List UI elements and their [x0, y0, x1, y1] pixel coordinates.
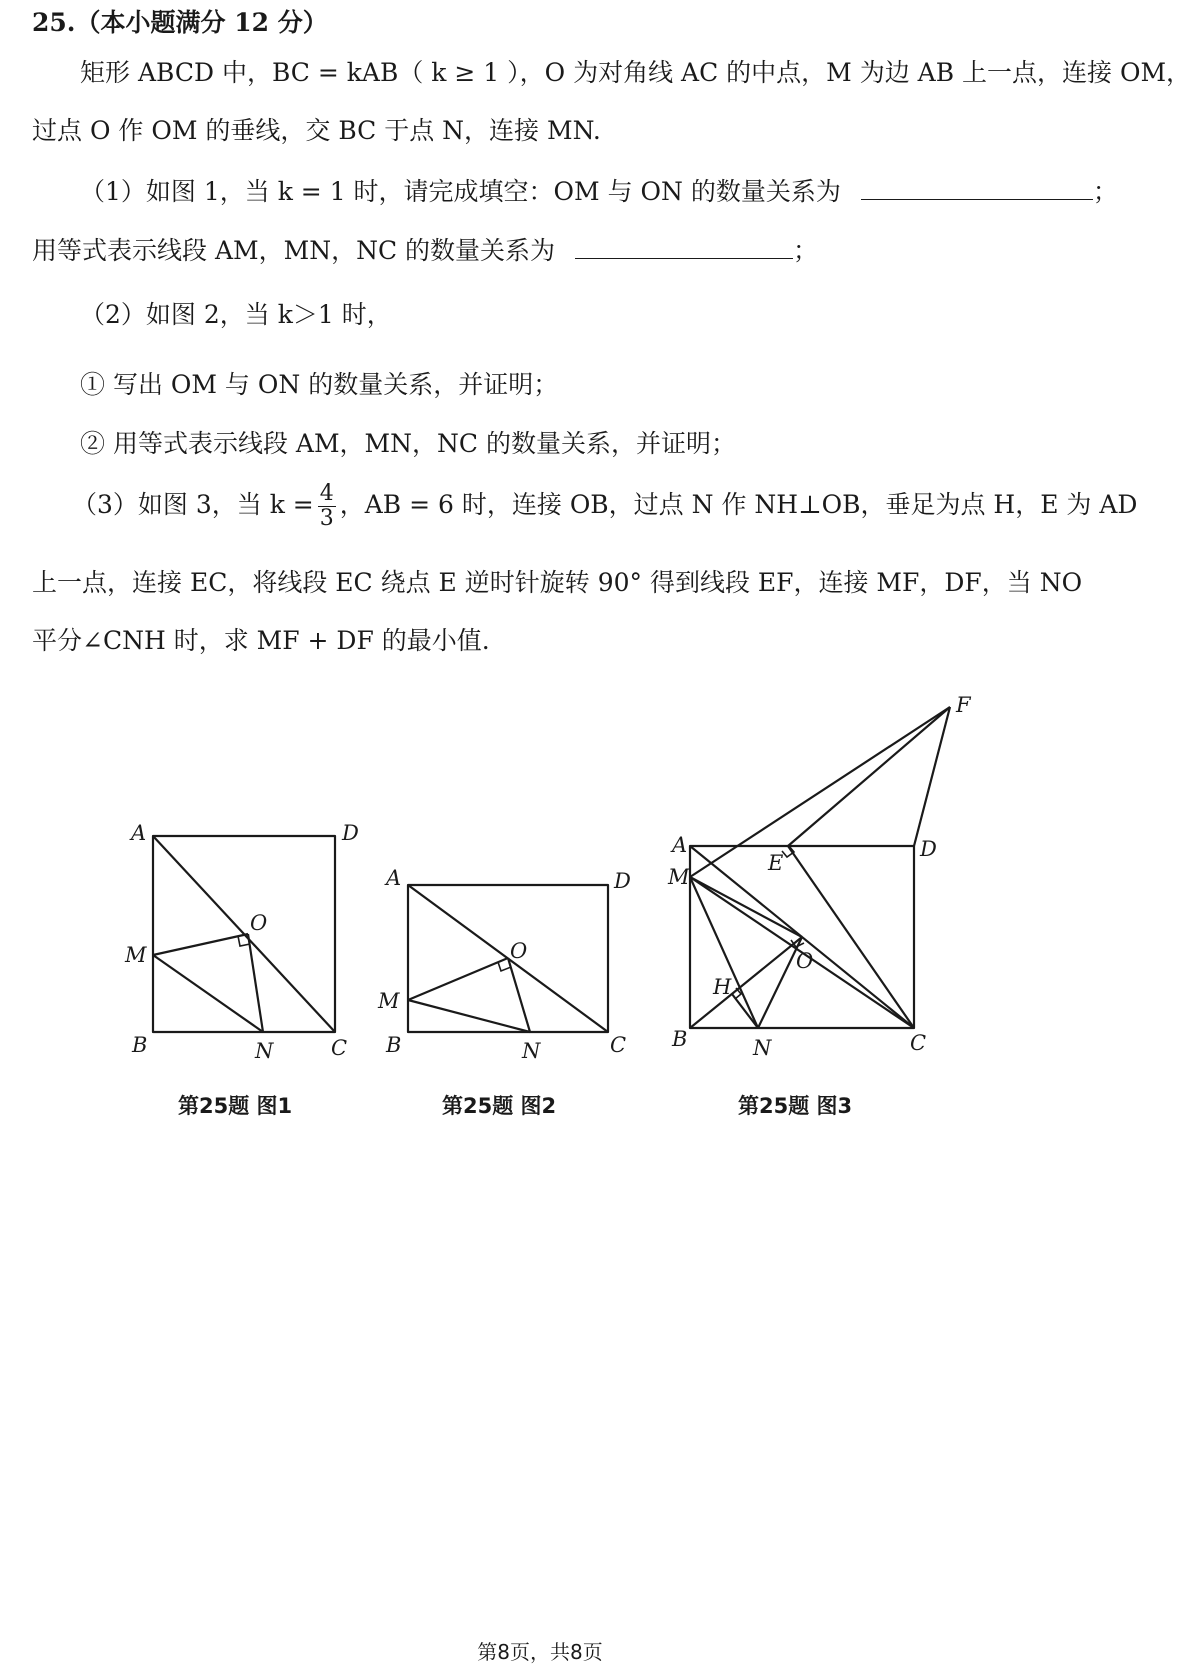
part2-subquestion-2: ② 用等式表示线段 AM，MN，NC 的数量关系，并证明；	[80, 429, 736, 458]
fig2-segment-on	[508, 958, 530, 1032]
problem-intro-line1: 矩形 ABCD 中，BC = kAB（ k ≥ 1 ），O 为对角线 AC 的中点，M 为边 AB 上一点，连接 OM，	[80, 58, 1191, 87]
fig3-label-a: A	[672, 833, 688, 857]
fraction-numerator: 4	[319, 481, 334, 506]
part1-question-text-2: 用等式表示线段 AM，MN，NC 的数量关系为	[32, 236, 556, 265]
fig1-label-n: N	[255, 1039, 274, 1063]
part2-text: （2）如图 2，当 k＞1 时，	[80, 300, 392, 329]
part3-line3: 平分∠CNH 时，求 MF + DF 的最小值.	[32, 626, 490, 655]
fraction-denominator: 3	[319, 506, 334, 531]
fig2-label-c: C	[610, 1033, 627, 1057]
fig1-label-m: M	[125, 943, 147, 967]
fig2-label-m: M	[378, 989, 400, 1013]
part1-question-text: （1）如图 1，当 k = 1 时，请完成填空：OM 与 ON 的数量关系为	[80, 177, 841, 206]
fig3-segment-ob	[690, 937, 802, 1028]
fig2-segment-mn	[408, 1000, 530, 1032]
fig3-label-h: H	[713, 975, 732, 999]
part1-line2-punct: ；	[792, 236, 818, 265]
problem-heading: 25.（本小题满分 12 分）	[32, 8, 328, 37]
fig3-segment-ef	[788, 707, 950, 846]
fig3-label-f: F	[956, 693, 971, 717]
fig1-segment-om	[153, 934, 248, 955]
fig1-label-o: O	[250, 911, 268, 935]
fig2-label-n: N	[522, 1039, 541, 1063]
fig2-label-o: O	[510, 939, 528, 963]
fig2-label-a: A	[386, 866, 402, 890]
fig2-label-d: D	[614, 869, 631, 893]
fig2-label-b: B	[386, 1033, 402, 1057]
fig3-label-d: D	[920, 837, 937, 861]
fig3-label-m: M	[668, 865, 690, 889]
fig3-segment-ec	[788, 846, 914, 1028]
fig1-label-c: C	[331, 1036, 348, 1060]
figure-1	[124, 821, 359, 1063]
fig3-label-c: C	[910, 1031, 927, 1055]
figure-1-caption: 第25题 图1	[178, 1094, 293, 1118]
fig3-label-e: E	[768, 851, 784, 875]
fig1-label-d: D	[342, 821, 359, 845]
fig1-segment-mn	[153, 955, 263, 1032]
fig3-label-b: B	[672, 1027, 688, 1051]
problem-intro-line2: 过点 O 作 OM 的垂线，交 BC 于点 N，连接 MN.	[32, 116, 601, 145]
fig3-label-n: N	[753, 1036, 772, 1060]
figure-3-caption: 第25题 图3	[738, 1094, 853, 1118]
part3-post: ，AB = 6 时，连接 OB，过点 N 作 NH⊥OB，垂足为点 H，E 为 AD	[339, 490, 1138, 519]
fig2-segment-om	[408, 958, 508, 1000]
fig1-segment-on	[248, 934, 263, 1032]
figure-2-caption: 第25题 图2	[442, 1094, 557, 1118]
part2-subquestion-1: ① 写出 OM 与 ON 的数量关系，并证明；	[80, 370, 559, 399]
figure-2	[377, 866, 631, 1063]
part3-pre: （3）如图 3，当 k =	[72, 490, 314, 519]
fig3-segment-mf	[690, 707, 950, 877]
fig3-segment-om	[690, 877, 802, 937]
page-number-footer: 第8页，共8页	[477, 1640, 603, 1664]
fig1-label-a: A	[131, 821, 147, 845]
figure-3	[667, 693, 972, 1060]
fig3-label-o: O	[796, 949, 814, 973]
fig1-label-b: B	[132, 1033, 148, 1057]
part3-line2: 上一点，连接 EC，将线段 EC 绕点 E 逆时针旋转 90° 得到线段 EF，连接 MF，DF，当 NO	[32, 568, 1083, 597]
part1-line1-punct: ；	[1092, 177, 1118, 206]
